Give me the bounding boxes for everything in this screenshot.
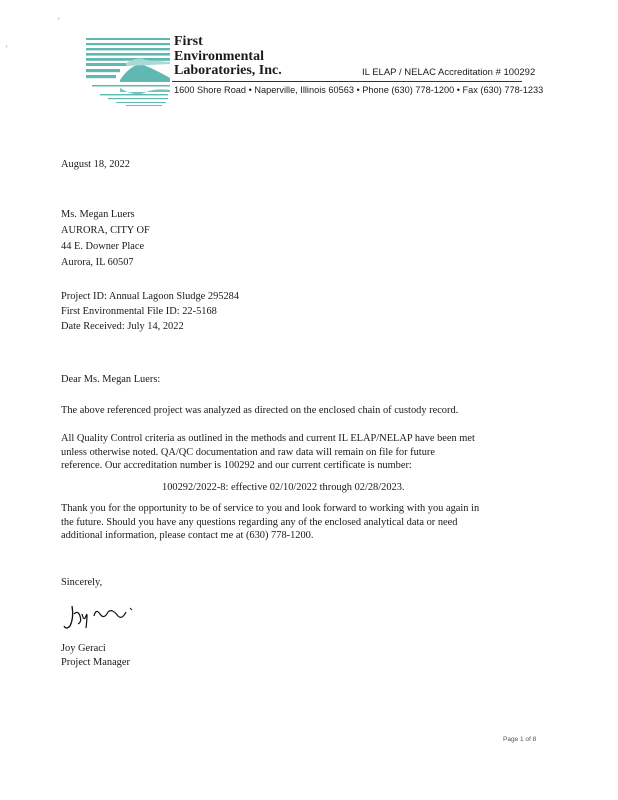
signer-title: Project Manager xyxy=(61,657,130,668)
paragraph-3-line-2: the future. Should you have any questions regarding any of the enclosed analytical data or need xyxy=(61,516,458,528)
company-name-line3: Laboratories, Inc. xyxy=(174,63,282,78)
paragraph-2-line-2: unless otherwise noted. QA/QC documentation and raw data will remain on file for future xyxy=(61,446,435,458)
paragraph-2-line-3: reference. Our accreditation number is 100292 and our current certificate is number: xyxy=(61,460,412,471)
accreditation-number: IL ELAP / NELAC Accreditation # 100292 xyxy=(362,67,536,78)
body-paragraph-1 xyxy=(61,404,531,418)
file-id: First Environmental File ID: 22-5168 xyxy=(61,306,217,317)
handwritten-signature xyxy=(60,600,140,632)
recipient-name: Ms. Megan Luers xyxy=(61,209,135,220)
paragraph-1-line: The above referenced project was analyzed as directed on the enclosed chain of custody record. xyxy=(61,405,459,416)
paragraph-3-line-1: Thank you for the opportunity to be of service to you and look forward to working with you again in xyxy=(61,503,480,514)
recipient-city: Aurora, IL 60507 xyxy=(61,257,134,268)
scan-mark: ' xyxy=(58,16,60,26)
company-name-line1: First xyxy=(174,34,203,49)
signer-name: Joy Geraci xyxy=(61,643,106,654)
letterhead-divider xyxy=(172,81,522,82)
paragraph-3-line-3: additional information, please contact me at (630) 778-1200. xyxy=(61,530,314,541)
company-address: 1600 Shore Road • Naperville, Illinois 60563 • Phone (630) 778-1200 • Fax (630) 778-1233 xyxy=(174,85,544,95)
letter-date: August 18, 2022 xyxy=(61,159,130,170)
company-logo-icon xyxy=(86,36,170,108)
project-id: Project ID: Annual Lagoon Sludge 295284 xyxy=(61,291,240,302)
closing: Sincerely, xyxy=(61,577,103,588)
date-received: Date Received: July 14, 2022 xyxy=(61,321,184,332)
certificate-number: 100292/2022-8: effective 02/10/2022 through 02/28/2023. xyxy=(162,482,405,493)
recipient-organization: AURORA, CITY OF xyxy=(61,225,150,236)
paragraph-2-line-1: All Quality Control criteria as outlined in the methods and current IL ELAP/NELAP have been met xyxy=(61,433,475,444)
scan-mark: ' xyxy=(6,44,8,54)
company-name xyxy=(174,35,282,79)
body-paragraph-2 xyxy=(61,432,531,473)
body-paragraph-3 xyxy=(61,502,531,543)
salutation: Dear Ms. Megan Luers: xyxy=(61,374,161,385)
company-name-line2: Environmental xyxy=(174,48,264,64)
recipient-street: 44 E. Downer Place xyxy=(61,241,145,252)
page-number: Page 1 of 8 xyxy=(503,736,537,743)
